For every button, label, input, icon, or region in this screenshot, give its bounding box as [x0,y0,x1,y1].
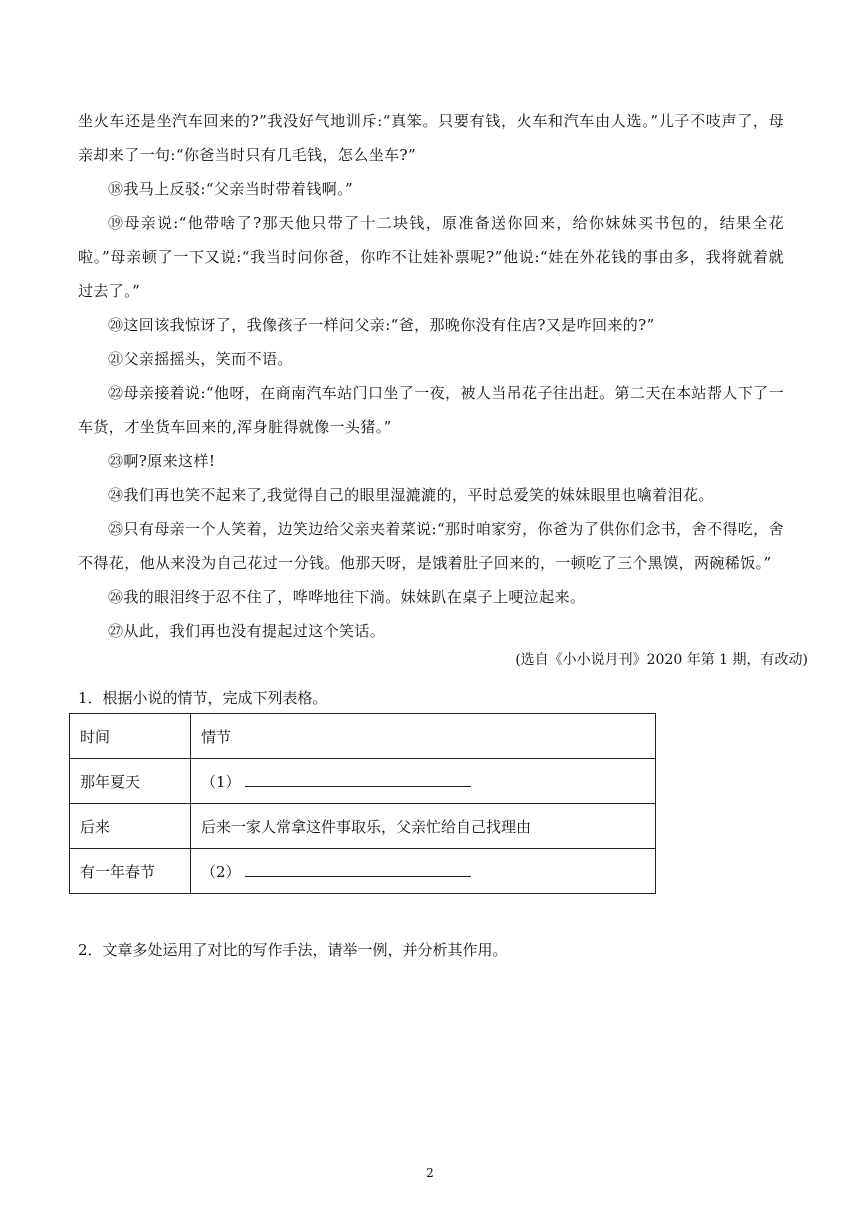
answer-label-2: （2） [201,863,241,881]
paragraph-26: ㉖我的眼泪终于忍不住了，哗哗地往下淌。妹妹趴在桌子上哽泣起来。 [108,588,586,606]
table-cell-time: 后来 [70,804,191,849]
answer-blank-2[interactable] [245,860,471,877]
table-cell-plot: 后来一家人常拿这件事取乐，父亲忙给自己找理由 [191,804,656,849]
page-number: 2 [426,1166,434,1180]
plot-table [69,713,656,894]
table-row [70,759,656,804]
table-header-row [70,714,656,759]
question-1: 1．根据小说的情节，完成下列表格。 [78,689,328,707]
paragraph-20: ⑳这回该我惊讶了，我像孩子一样问父亲:“爸，那晚你没有住店?又是咋回来的?” [108,316,655,334]
table-row [70,804,656,849]
paragraph-21: ㉑父亲摇摇头，笑而不语。 [108,350,293,368]
table-cell-time: 那年夏天 [70,759,191,804]
answer-label-1: （1） [201,773,241,791]
paragraph-18: ⑱我马上反驳:“父亲当时带着钱啊。” [108,180,354,198]
question-2: 2．文章多处运用了对比的写作手法，请举一例，并分析其作用。 [78,941,508,959]
paragraph-19: ⑲母亲说:“他带啥了?那天他只带了十二块钱，原准备送你回来，给你妹妹买书包的，结果全花啦。”母亲顿了一下又说:“我当时问你爸，你咋不让娃补票呢?”他说:“娃在外花钱的事由多，我将就着就过去了。” [78,214,784,300]
table-row [70,849,656,894]
paragraph-25: ㉕只有母亲一个人笑着，边笑边给父亲夹着菜说:“那时咱家穷，你爸为了供你们念书，舍不得吃，舍不得花，他从来没为自己花过一分钱。他那天呀，是饿着肚子回来的，一顿吃了三个黑馍，两碗稀饭。” [78,520,784,572]
paragraph-17-cont: 坐火车还是坐汽车回来的?”我没好气地训斥:“真笨。只要有钱，火车和汽车由人选。”儿子不吱声了，母亲却来了一句:“你爸当时只有几毛钱，怎么坐车?” [78,112,784,164]
table-cell-plot [191,759,656,804]
paragraph-23: ㉓啊?原来这样! [108,452,216,470]
answer-blank-1[interactable] [245,770,471,787]
paragraph-27: ㉗从此，我们再也没有提起过这个笑话。 [108,622,386,640]
table-header-plot: 情节 [191,714,656,759]
paragraph-24: ㉔我们再也笑不起来了,我觉得自己的眼里湿漉漉的，平时总爱笑的妹妹眼里也噙着泪花。 [108,486,714,504]
table-cell-time: 有一年春节 [70,849,191,894]
table-cell-plot [191,849,656,894]
source-citation: (选自《小小说月刊》2020 年第 1 期，有改动) [515,652,808,668]
paragraph-22: ㉒母亲接着说:“他呀，在商南汽车站门口坐了一夜，被人当吊花子往出赶。第二天在本站帮人下了一车货，才坐货车回来的,浑身脏得就像一头猪。” [78,384,784,436]
table-header-time: 时间 [70,714,191,759]
